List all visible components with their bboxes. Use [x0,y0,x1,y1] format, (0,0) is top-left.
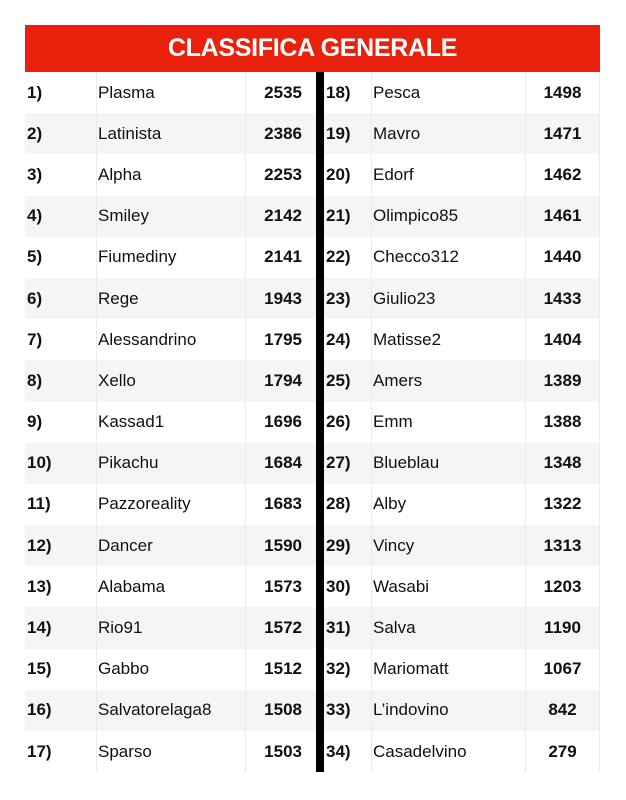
rank-cell: 20) [324,154,372,195]
rank-cell: 27) [324,443,372,484]
player-name: Fiumediny [97,237,246,278]
score-cell: 1508 [264,700,302,720]
rank-cell: 9) [25,402,97,443]
table-row [324,402,599,443]
table-row [25,690,316,731]
table-row [324,360,599,401]
rank-cell: 15) [25,649,97,690]
column-divider [316,72,324,772]
player-name: Smiley [97,196,246,237]
rank-cell: 29) [324,525,372,566]
score-cell: 1471 [543,123,582,143]
table-row [324,154,599,195]
score-cell: 1794 [264,370,302,390]
player-name: Sparso [97,731,246,772]
table-row [25,607,316,648]
table-row [25,72,316,113]
rank-cell: 23) [324,278,372,319]
table-row [25,402,316,443]
rank-cell: 10) [25,443,97,484]
rank-cell: 22) [324,237,372,278]
rank-cell: 2) [25,113,97,154]
table-row [25,484,316,525]
player-name: Mariomatt [372,649,526,690]
rank-cell: 19) [324,113,372,154]
rank-cell: 3) [25,154,97,195]
rank-cell: 17) [25,731,97,772]
rank-cell: 16) [25,690,97,731]
rank-cell: 32) [324,649,372,690]
score-cell: 1348 [543,453,582,473]
rank-cell: 34) [324,731,372,772]
player-name: Gabbo [97,649,246,690]
table-row [324,443,599,484]
rank-cell: 12) [25,525,97,566]
table-row [324,525,599,566]
player-name: Pikachu [97,443,246,484]
table-row [25,278,316,319]
table-row [25,319,316,360]
table-row [25,113,316,154]
player-name: Wasabi [372,566,526,607]
score-cell: 1313 [543,535,582,555]
player-name: Rege [97,278,246,319]
player-name: Alpha [97,154,246,195]
score-cell: 1512 [264,659,302,679]
rank-cell: 25) [324,360,372,401]
left-column [25,72,316,772]
player-name: Alby [372,484,526,525]
table-row [25,154,316,195]
player-name: Alessandrino [97,319,246,360]
player-name: Plasma [97,72,246,113]
player-name: Alabama [97,566,246,607]
score-cell: 2386 [264,123,302,143]
score-cell: 1388 [543,412,582,432]
table-row [324,196,599,237]
table-row [25,443,316,484]
player-name: Dancer [97,525,246,566]
rank-cell: 1) [25,72,97,113]
table-row [25,525,316,566]
player-name: Casadelvino [372,731,526,772]
player-name: Mavro [372,113,526,154]
rank-cell: 33) [324,690,372,731]
table-row [324,484,599,525]
score-cell: 1462 [543,164,582,184]
player-name: L’indovino [372,690,526,731]
score-cell: 279 [548,741,577,761]
score-cell: 2141 [264,247,302,267]
score-cell: 1404 [543,329,582,349]
player-name: Checco312 [372,237,526,278]
score-cell: 1684 [264,453,302,473]
table-row [25,196,316,237]
table-row [25,731,316,772]
table-row [324,649,599,690]
table-row [25,566,316,607]
score-cell: 1067 [543,659,582,679]
rank-cell: 5) [25,237,97,278]
player-name: Salva [372,607,526,648]
score-cell: 2142 [264,206,302,226]
rank-cell: 14) [25,607,97,648]
rank-cell: 30) [324,566,372,607]
player-name: Pazzoreality [97,484,246,525]
player-name: Edorf [372,154,526,195]
score-cell: 1503 [264,741,302,761]
rank-cell: 18) [324,72,372,113]
score-cell: 1590 [264,535,302,555]
right-column [324,72,600,772]
rank-cell: 6) [25,278,97,319]
score-cell: 1943 [264,288,302,308]
score-cell: 1440 [543,247,582,267]
score-cell: 1795 [264,329,302,349]
score-cell: 1322 [543,494,582,514]
score-cell: 1683 [264,494,302,514]
table-row [324,278,599,319]
rank-cell: 13) [25,566,97,607]
score-cell: 1190 [544,618,581,638]
rank-cell: 26) [324,402,372,443]
player-name: Pesca [372,72,526,113]
rank-cell: 7) [25,319,97,360]
table-row [324,566,599,607]
player-name: Giulio23 [372,278,526,319]
table-row [324,319,599,360]
player-name: Kassad1 [97,402,246,443]
player-name: Rio91 [97,607,246,648]
score-cell: 2253 [264,164,302,184]
score-cell: 1461 [543,206,582,226]
player-name: Emm [372,402,526,443]
score-cell: 1696 [264,412,302,432]
leaderboard [25,25,600,772]
player-name: Amers [372,360,526,401]
rank-cell: 11) [25,484,97,525]
table-row [324,113,599,154]
table-row [25,237,316,278]
table-row [324,607,599,648]
rank-cell: 4) [25,196,97,237]
rank-cell: 8) [25,360,97,401]
player-name: Latinista [97,113,246,154]
score-cell: 842 [548,700,577,720]
player-name: Vincy [372,525,526,566]
table-row [324,731,599,772]
score-cell: 1389 [543,370,582,390]
rank-cell: 24) [324,319,372,360]
leaderboard-body [25,72,600,772]
player-name: Salvatorelaga8 [97,690,246,731]
player-name: Olimpico85 [372,196,526,237]
score-cell: 2535 [264,82,302,102]
table-row [25,649,316,690]
player-name: Xello [97,360,246,401]
player-name: Blueblau [372,443,526,484]
table-row [324,237,599,278]
player-name: Matisse2 [372,319,526,360]
table-row [25,360,316,401]
leaderboard-title: CLASSIFICA GENERALE [25,25,600,72]
score-cell: 1572 [264,618,302,638]
rank-cell: 28) [324,484,372,525]
score-cell: 1203 [543,576,582,596]
rank-cell: 21) [324,196,372,237]
score-cell: 1433 [543,288,582,308]
rank-cell: 31) [324,607,372,648]
table-row [324,690,599,731]
score-cell: 1573 [264,576,302,596]
table-row [324,72,599,113]
score-cell: 1498 [543,82,582,102]
